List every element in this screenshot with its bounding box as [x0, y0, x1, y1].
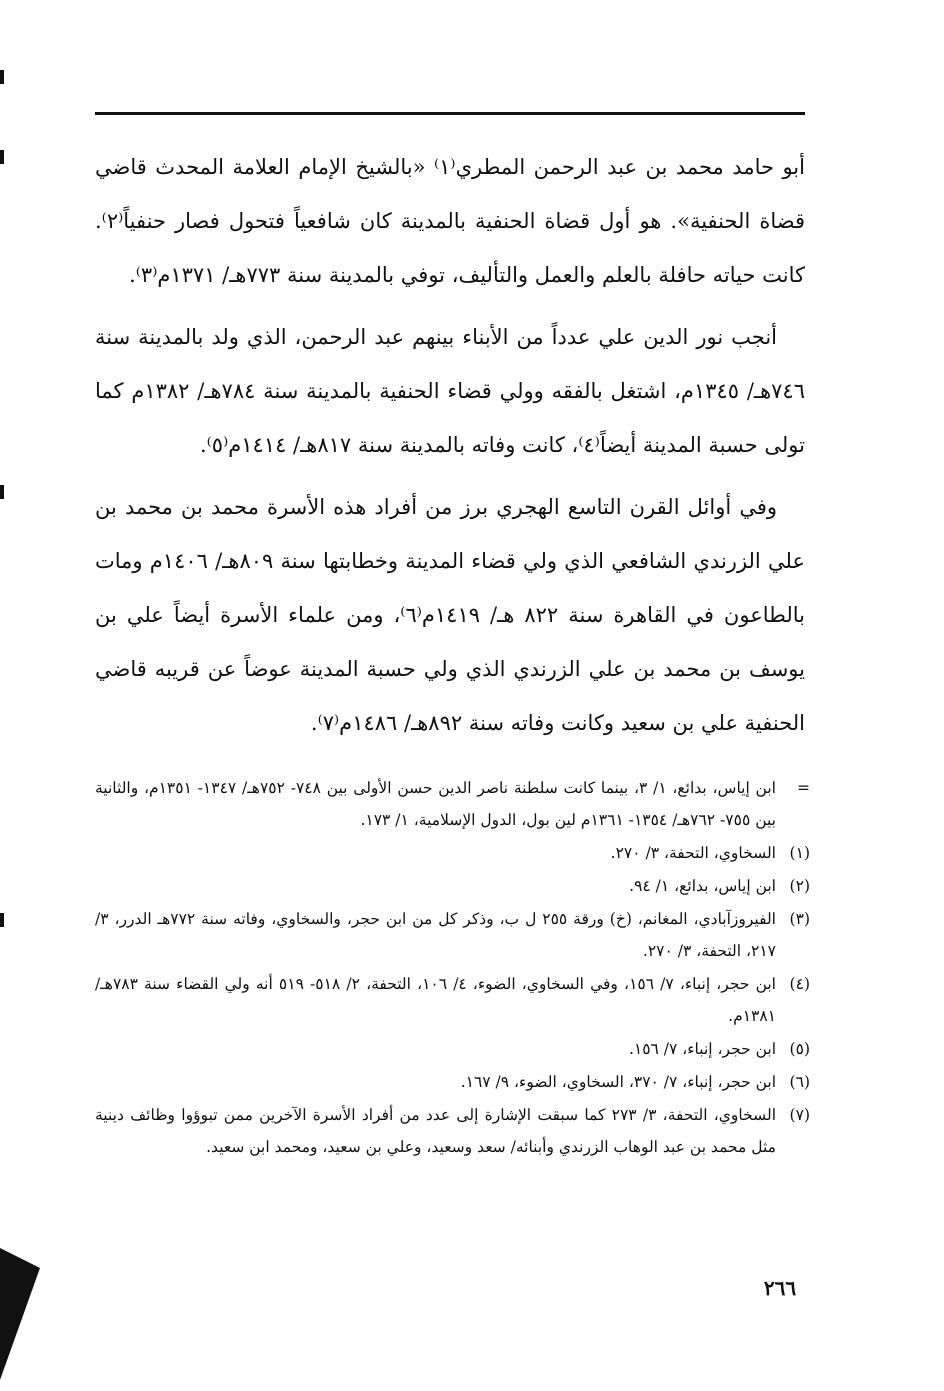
footnote-text: السخاوي، التحفة، ٣/ ٢٧٠. — [610, 844, 776, 862]
footnote-text: ابن حجر، إنباء، ٧/ ١٥٦، وفي السخاوي، الضوء، ٤/ ١٠٦، التحفة، ٢/ ٥١٨- ٥١٩ أنه ولي القضاء سنة ٧٨٣هـ/ ١٣٨١م. — [95, 975, 776, 1025]
paragraph: وفي أوائل القرن التاسع الهجري برز من أفراد هذه الأسرة محمد بن محمد بن علي الزرندي الشافعي الذي ولي قضاء المدينة وخطابتها سنة ٨٠٩هـ/ ١٤٠٦م ومات بالطاعون في القاهرة سنة ٨٢٢ هـ/ ١٤١٩م⁽٦⁾، ومن علماء الأسرة أيضاً علي بن يوسف بن محمد بن علي الزرندي الذي ولي حسبة المدينة عوضاً عن قريبه قاضي الحنفية علي بن سعيد وكانت وفاته سنة ٨٩٢هـ/ ١٤٨٦م⁽٧⁾. — [95, 495, 805, 735]
footnote-text: ابن إياس، بدائع، ١/ ٩٤. — [629, 877, 776, 895]
footnote — [95, 870, 810, 902]
scan-margin-mark — [0, 485, 4, 499]
footnote-marker: (٤) — [789, 975, 810, 993]
paragraph: أبو حامد محمد بن عبد الرحمن المطري⁽١⁾ «بالشيخ الإمام العلامة المحدث قاضي قضاة الحنفية». هو أول قضاة الحنفية بالمدينة كان شافعياً فتحول فصار حنفياً⁽٢⁾. كانت حياته حافلة بالعلم والعمل والتأليف، توفي بالمدينة سنة ٧٧٣هـ/ ١٣٧١م⁽٣⁾. — [95, 155, 805, 287]
footnote — [95, 968, 810, 1032]
main-text — [95, 140, 805, 758]
footnote — [95, 1099, 810, 1163]
footnote-text: السخاوي، التحفة، ٣/ ٢٧٣ كما سبقت الإشارة إلى عدد من أفراد الأسرة الآخرين ممن تبوؤوا وظائف دينية مثل محمد بن عبد الوهاب الزرندي وأبنائه/ سعد وسعيد، وعلي بن سعيد، ومحمد ابن سعيد. — [95, 1106, 777, 1156]
footnote-text: ابن حجر، إنباء، ٧/ ٣٧٠، السخاوي، الضوء، ٩/ ١٦٧. — [460, 1073, 776, 1091]
footnote-marker: = — [797, 779, 810, 797]
scan-margin-mark — [0, 70, 4, 84]
footnote — [95, 1033, 810, 1065]
footnote-marker: (٥) — [789, 1040, 810, 1058]
page-number: ٢٦٦ — [763, 1276, 797, 1300]
scan-margin-mark — [0, 913, 4, 927]
scan-corner-shadow — [0, 1248, 40, 1380]
header-rule — [95, 112, 805, 115]
footnote-marker: (٦) — [789, 1073, 810, 1091]
footnote-text: ابن حجر، إنباء، ٧/ ١٥٦. — [628, 1040, 776, 1058]
footnote — [95, 903, 810, 967]
footnote-text: ابن إياس، بدائع، ١/ ٣، بينما كانت سلطنة ناصر الدين حسن الأولى بين ٧٤٨- ٧٥٢هـ/ ١٣٤٧- ١٣٥١م، والثانية بين ٧٥٥- ٧٦٢هـ/ ١٣٥٤- ١٣٦١م لين بول، الدول الإسلامية، ١/ ١٧٣. — [95, 779, 776, 829]
footnote-marker: (٢) — [789, 877, 810, 895]
footnote — [95, 837, 810, 869]
footnote-marker: (٣) — [789, 910, 810, 928]
footnote — [95, 1066, 810, 1098]
footnotes — [95, 772, 810, 1164]
footnote-text: الفيروزآبادي، المغانم، (خ) ورقة ٢٥٥ ل ب، وذكر كل من ابن حجر، والسخاوي، وفاته سنة ٧٧٢هـ الدرر، ٣/ ٢١٧، التحفة، ٣/ ٢٧٠. — [95, 910, 776, 960]
scan-margin-mark — [0, 150, 4, 164]
footnote-marker: (٧) — [789, 1106, 810, 1124]
paragraph: أنجب نور الدين علي عدداً من الأبناء بينهم عبد الرحمن، الذي ولد بالمدينة سنة ٧٤٦هـ/ ١٣٤٥م، اشتغل بالفقه وولي قضاء الحنفية بالمدينة سنة ٧٨٤هـ/ ١٣٨٢م كما تولى حسبة المدينة أيضاً⁽٤⁾، كانت وفاته بالمدينة سنة ٨١٧هـ/ ١٤١٤م⁽٥⁾. — [95, 325, 805, 457]
footnote — [95, 772, 810, 836]
footnote-marker: (١) — [789, 844, 810, 862]
